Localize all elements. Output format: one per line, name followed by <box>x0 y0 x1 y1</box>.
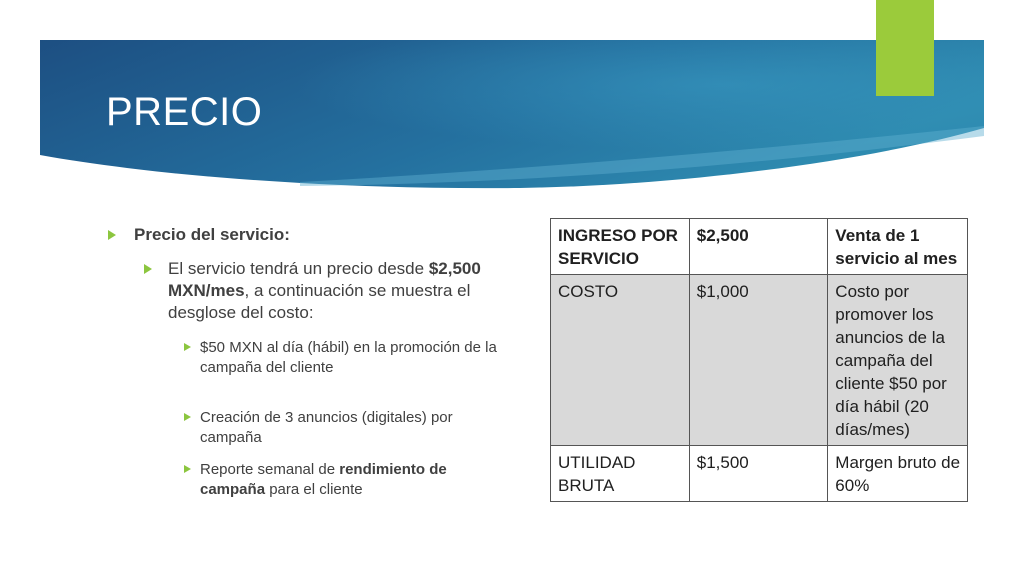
bullet-arrow-icon <box>144 264 152 274</box>
table-row <box>551 275 968 446</box>
bullet-level2 <box>144 258 524 324</box>
text-part: para el cliente <box>265 481 363 498</box>
cost-breakdown-table <box>550 218 968 502</box>
bullet-level3 <box>184 460 514 500</box>
table-cell-amount: $1,000 <box>689 275 828 446</box>
text-part: El servicio tendrá un precio desde <box>168 259 429 278</box>
table-cell-concept: UTILIDAD BRUTA <box>551 446 690 502</box>
bullet-text: $50 MXN al día (hábil) en la promoción de la campaña del cliente <box>200 339 497 376</box>
bullet-text: Creación de 3 anuncios (digitales) por campaña <box>200 409 453 446</box>
slide-title: PRECIO <box>106 90 263 134</box>
bold-price: $2,500 MXN/mes <box>168 259 481 300</box>
table-cell-concept: INGRESO POR SERVICIO <box>551 219 690 275</box>
table-cell-description: Margen bruto de 60% <box>828 446 968 502</box>
table-row <box>551 446 968 502</box>
table-cell-concept: COSTO <box>551 275 690 446</box>
bold-text: rendimiento de campaña <box>200 461 447 498</box>
bullet-text: Precio del servicio: <box>134 225 290 244</box>
text-part: , a continuación se muestra el desglose del costo: <box>168 281 471 322</box>
bullet-arrow-icon <box>184 343 191 351</box>
bullet-text <box>200 460 514 500</box>
bullet-level1 <box>108 224 528 246</box>
bullet-arrow-icon <box>108 230 116 240</box>
table-cell-description: Costo por promover los anuncios de la campaña del cliente $50 por día hábil (20 días/mes) <box>828 275 968 446</box>
bullet-text <box>168 258 524 324</box>
table-cell-description: Venta de 1 servicio al mes <box>828 219 968 275</box>
bullet-arrow-icon <box>184 465 191 473</box>
bullet-level3 <box>184 338 514 378</box>
text-part: Reporte semanal de <box>200 461 340 478</box>
bullet-arrow-icon <box>184 413 191 421</box>
table-cell-amount: $1,500 <box>689 446 828 502</box>
bullet-level3 <box>184 408 514 448</box>
table-row <box>551 219 968 275</box>
accent-bar <box>876 0 934 96</box>
table-cell-amount: $2,500 <box>689 219 828 275</box>
